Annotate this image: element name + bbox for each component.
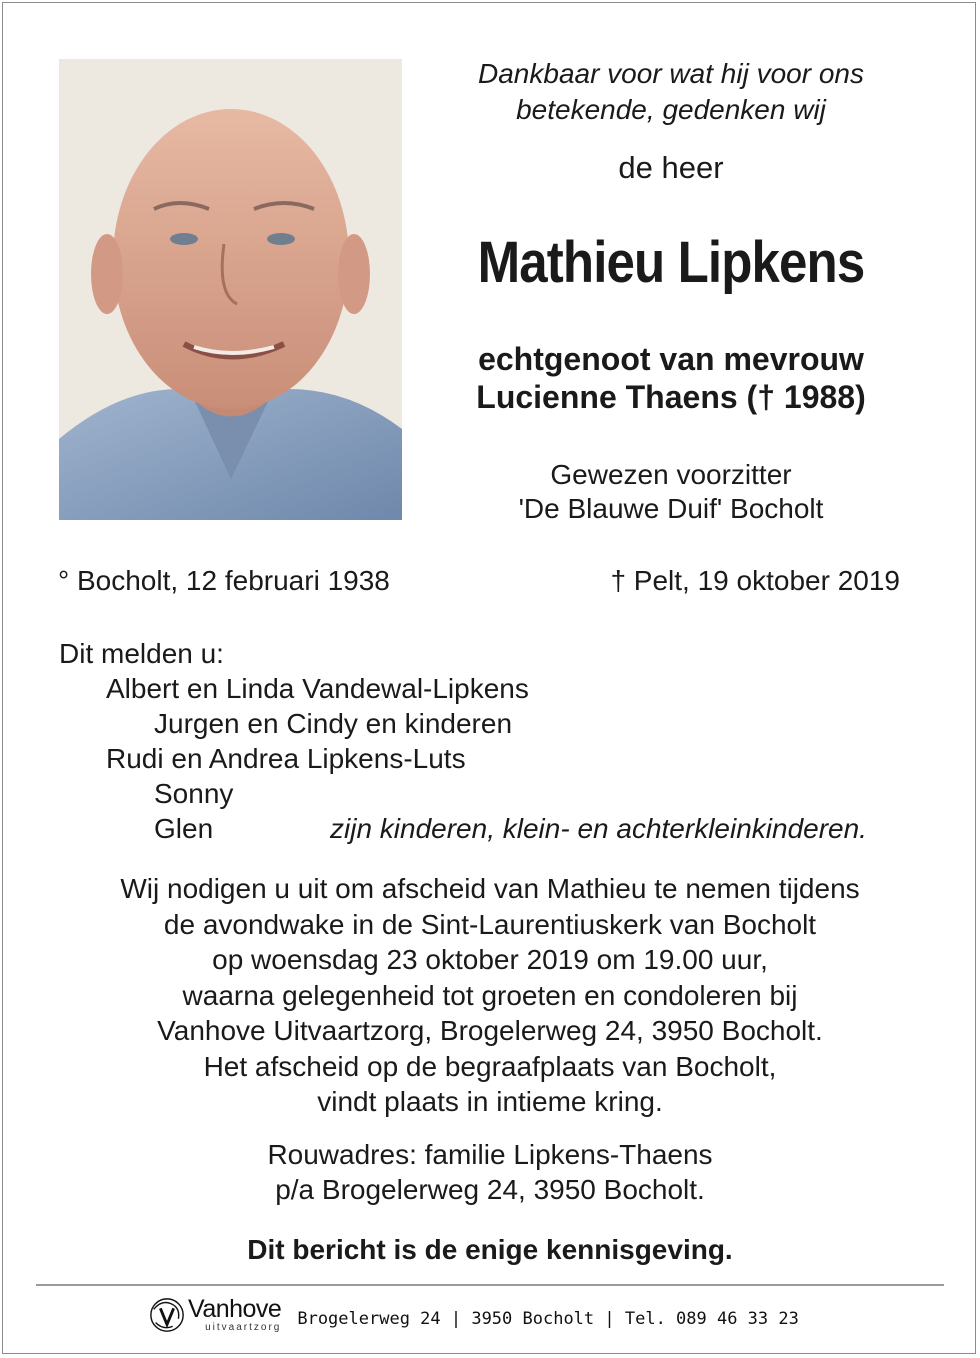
mourning-address xyxy=(40,1137,940,1207)
invitation-line: de avondwake in de Sint-Laurentiuskerk van Bocholt xyxy=(163,908,817,940)
family-member: Jurgen en Cindy en kinderen xyxy=(154,708,513,739)
invitation-line: Het afscheid op de begraafplaats van Bocholt, xyxy=(203,1050,777,1082)
invitation-line: op woensdag 23 oktober 2019 om 19.00 uur, xyxy=(212,944,768,975)
logo-name: Vanhove xyxy=(188,1295,282,1323)
footer xyxy=(148,1291,799,1339)
family-member: Sonny xyxy=(154,778,234,809)
death-date: † Pelt, 19 oktober 2019 xyxy=(610,565,900,596)
invitation-text xyxy=(40,871,940,1120)
spouse-line-1: echtgenoot van mevrouw xyxy=(478,341,864,377)
family-member: Glen xyxy=(154,813,214,844)
family-intro: Dit melden u: xyxy=(59,638,224,669)
family-member: Rudi en Andrea Lipkens-Luts xyxy=(106,743,466,774)
role-line-2: 'De Blauwe Duif' Bocholt xyxy=(518,493,824,524)
invitation-line: Vanhove Uitvaartzorg, Brogelerweg 24, 3950 Bocholt. xyxy=(157,1015,823,1046)
portrait-photo xyxy=(59,59,402,520)
tribute-line-1: Dankbaar voor wat hij voor ons xyxy=(478,58,864,89)
invitation-line: vindt plaats in intieme kring. xyxy=(317,1086,663,1117)
spouse-info xyxy=(410,340,932,416)
invitation-line: waarna gelegenheid tot groeten en condoleren bij xyxy=(182,979,798,1011)
spouse-line-2: Lucienne Thaens († 1988) xyxy=(476,379,866,415)
birth-date: ° Bocholt, 12 februari 1938 xyxy=(58,565,390,596)
tribute-text xyxy=(410,56,932,128)
vanhove-emblem-icon xyxy=(148,1296,186,1334)
logo-subtitle: uitvaartzorg xyxy=(205,1322,282,1333)
footer-divider xyxy=(36,1284,944,1286)
family-closing: zijn kinderen, klein- en achterkleinkinderen. xyxy=(330,813,867,844)
tribute-line-2: betekende, gedenken wij xyxy=(516,94,826,125)
family-member: Albert en Linda Vandewal-Lipkens xyxy=(106,673,529,704)
vanhove-logo xyxy=(148,1296,281,1334)
contact-info: Brogelerweg 24 | 3950 Bocholt | Tel. 089 46 33 23 xyxy=(297,1309,799,1329)
invitation-line: Wij nodigen u uit om afscheid van Mathieu te nemen tijdens xyxy=(120,873,860,904)
honorific: de heer xyxy=(618,150,724,185)
address-line-2: p/a Brogelerweg 24, 3950 Bocholt. xyxy=(275,1174,705,1205)
role-line-1: Gewezen voorzitter xyxy=(550,459,792,490)
address-line-1: Rouwadres: familie Lipkens-Thaens xyxy=(267,1139,713,1170)
deceased-name: Mathieu Lipkens xyxy=(477,230,865,295)
role-info xyxy=(410,458,932,526)
notice-text: Dit bericht is de enige kennisgeving. xyxy=(247,1234,733,1265)
portrait-illustration xyxy=(59,59,402,520)
